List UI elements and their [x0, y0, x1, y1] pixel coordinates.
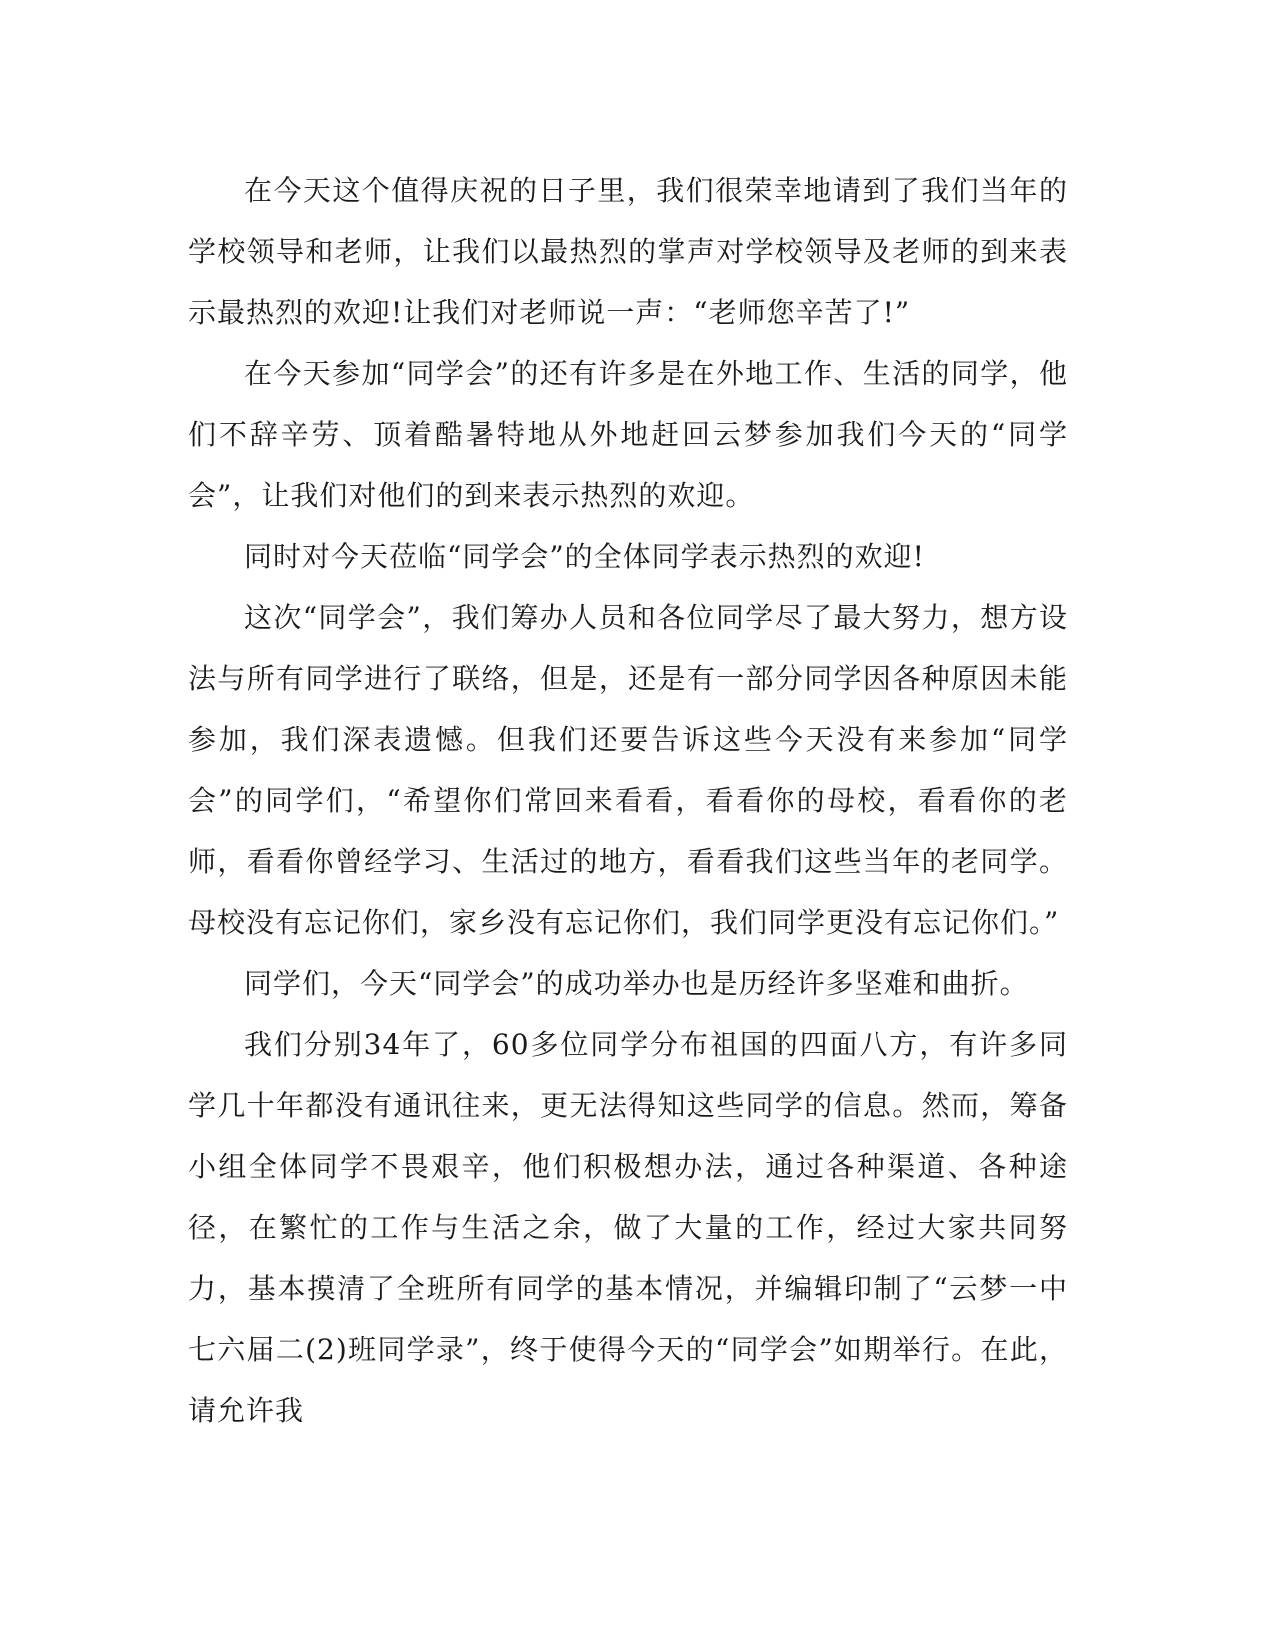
paragraph-welcome-all: 同时对今天莅临“同学会”的全体同学表示热烈的欢迎! [244, 540, 925, 573]
paragraph-hardships: 同学们，今天“同学会”的成功举办也是历经许多坚难和曲折。 [244, 967, 1029, 1000]
paragraph-welcome-teachers: 在今天这个值得庆祝的日子里，我们很荣幸地请到了我们当年的学校领导和老师，让我们以最热烈的掌声对学校领导及老师的到来表示最热烈的欢迎!让我们对老师说一声：“老师您辛苦了!” [188, 174, 1068, 329]
paragraph-preparation: 我们分别34年了，60多位同学分布祖国的四面八方，有许多同学几十年都没有通讯往来，更无法得知这些同学的信息。然而，筹备小组全体同学不畏艰辛，他们积极想办法，通过各种渠道、各种途径，在繁忙的工作与生活之余，做了大量的工作，经过大家共同努力，基本摸清了全班所有同学的基本情况，并编辑印制了“云梦一中七六届二(2)班同学录”，终于使得今天的“同学会”如期举行。在此，请允许我 [188, 1028, 1068, 1427]
document-body [188, 160, 1068, 1441]
paragraph-welcome-out-of-town: 在今天参加“同学会”的还有许多是在外地工作、生活的同学，他们不辞辛劳、顶着酷暑特地从外地赶回云梦参加我们今天的“同学会”，让我们对他们的到来表示热烈的欢迎。 [188, 357, 1068, 512]
paragraph-absent-classmates: 这次“同学会”，我们筹办人员和各位同学尽了最大努力，想方设法与所有同学进行了联络，但是，还是有一部分同学因各种原因未能参加，我们深表遗憾。但我们还要告诉这些今天没有来参加“同学会”的同学们，“希望你们常回来看看，看看你的母校，看看你的老师，看看你曾经学习、生活过的地方，看看我们这些当年的老同学。母校没有忘记你们，家乡没有忘记你们，我们同学更没有忘记你们。” [188, 601, 1068, 939]
